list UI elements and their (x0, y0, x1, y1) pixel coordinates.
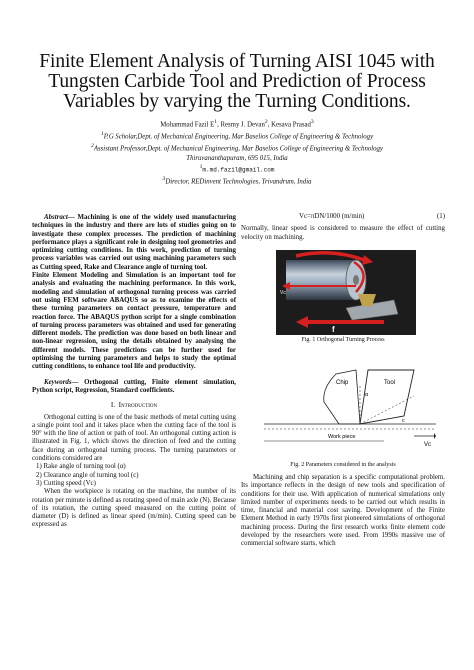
fig2-vc-label: Vc (424, 442, 432, 448)
keywords: Keywords— Orthogonal cutting, Finite element simulation, Python script, Regression, Standard coefficients. (32, 378, 236, 394)
intro-p2: When the workpiece is rotating on the machine, the number of its rotation per minute is defined as rotating speed of main axle (N). Because of its rotation, the cutting speed measured on the cutting point of diameter (D) is defined as linear speed (m/min). Cutting speed can be expressed as (32, 488, 236, 529)
figure-1-image (276, 250, 416, 335)
equation-number: (1) (436, 213, 445, 220)
right-p1: Normally, linear speed is considered to measure the effect of cutting velocity on machining. (241, 225, 445, 241)
paper-title: Finite Element Analysis of Turning AISI 1045 with Tungsten Carbide Tool and Prediction of Process Variables by varying the Turning Conditions. (39, 51, 435, 112)
intro-p1: Orthogonal cutting is one of the basic methods of metal cutting using a single point tool and it takes place when the cutting face of the tool is 90° with the line of action or path of tool. An orthogonal cutting action is illustrated in Fig. 1, which shows the direction of feed and the cutting face during an orthogonal turning process. The turning parameters or conditions considered are (32, 413, 236, 463)
abstract-p1: Abstract— Machining is one of the widely used manufacturing techniques in the industry and there are lots of studies going on to investigate these complex processes. The prediction of machining performance plays a significant role in designing tool geometries and optimizing cutting conditions. In this work, prediction of turning process variables was carried out using machining parameters such as Cutting speed, Rake and Clearance angle of turning tool. (32, 214, 236, 271)
author-block (0, 118, 474, 187)
fig2-chip-label: Chip (336, 380, 349, 386)
section-heading-introduction: I. Introduction (110, 401, 158, 410)
figure-2-caption: Fig. 2 Parameters considered in the analysis (290, 462, 396, 468)
author-email[interactable]: $^1$m.md.fazil@gmail.com (199, 164, 275, 174)
affiliation-2: $^2$Assistant Professor,Dept. of Mechanical Engineering, Mar Baselios College of Engineering & Technology (91, 142, 383, 152)
right-column-lower (241, 474, 445, 549)
fig1-vc-label: Vc (280, 290, 286, 296)
fig2-c-label: c (402, 418, 405, 424)
fig2-work-label: Work piece (328, 434, 356, 440)
right-column (241, 213, 445, 242)
affiliation-3: $^3$Director, REDinvent Technologies, Trivandrum, India (162, 176, 312, 186)
affiliation-city: Thiruvananthapuram, 695 015, India (186, 154, 288, 162)
author-names: Mohammad Fazil $E^1$, Resmy J. Devan$^2$, Kesava Prasad$^3$ (160, 119, 314, 129)
figure-1-caption: Fig. 1 Orthogonal Turning Process (301, 337, 385, 343)
figure-2-diagram (264, 366, 436, 458)
fig2-alpha-label: α (365, 392, 369, 398)
fig1-f-label: f (332, 325, 335, 334)
list-item-speed: 3) Cutting speed (Vc) (36, 479, 96, 487)
right-p2: Machining and chip separation is a specific computational problem. Its importance reflects in the design of new tools and specification of conditions for their use. With application of numerical simulations only limited number of experiments needs to be carried out which results in time, financial and material cost saving. Development of the Finite Element Method in early 1970s first pioneered simulations of orthogonal machining process. During the first research works finite element code developed by the researchers were used. From 1990s massive use of commercial software starts, which (241, 474, 445, 548)
left-column (32, 214, 236, 530)
equation-1 (241, 213, 445, 221)
list-item-clearance: 2) Clearance angle of turning tool (c) (36, 471, 139, 479)
affiliation-1: $^1$P.G Scholar,Dept. of Mechanical Engineering, Mar Baselios College of Engineering & Technology (100, 130, 374, 141)
abstract-p2: Finite Element Modeling and Simulation is an important tool for analysis and evaluating the machining performance. In this work, modeling and simulation of orthogonal turning process was carried out using FEM software ABAQUS so as to examine the effects of these turning parameters on contact pressure, temperature and reaction force. The ABAQUS python script for a single combination of turning process parameters was obtained and used for generating different models. The prediction was done based on both linear and non-linear regression, using the details obtained by analysing the different models. These predictions can be further used for optimising the turning parameters and helps to study the optimal cutting conditions, to enhance tool life and productivity. (32, 272, 236, 371)
list-item-rake: 1) Rake angle of turning tool (α) (36, 463, 126, 471)
fig2-tool-label: Tool (384, 380, 396, 386)
equation-text: Vc=πDN/1000 (m/min) (299, 213, 365, 220)
